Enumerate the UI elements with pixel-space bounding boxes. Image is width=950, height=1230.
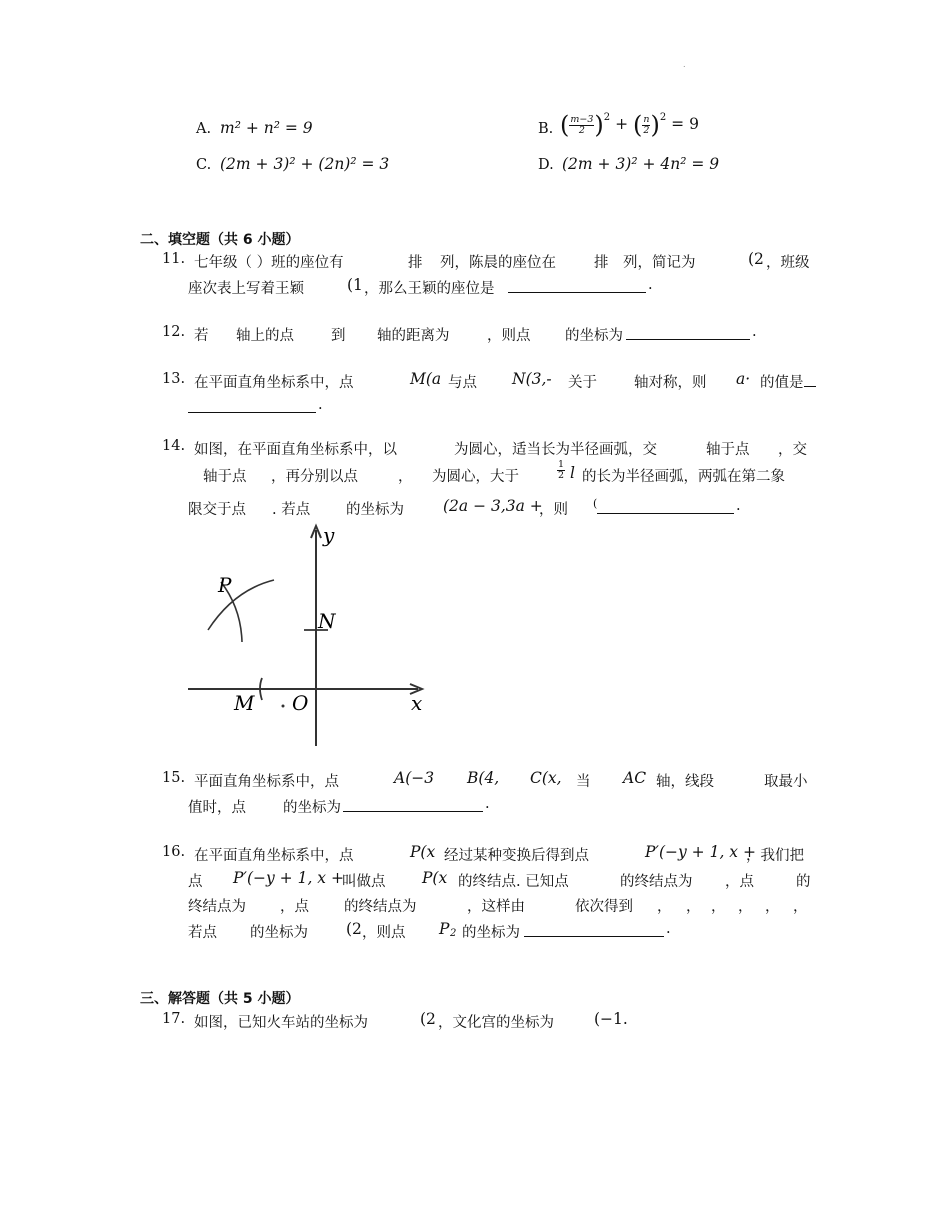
q16-comma: ， — [793, 899, 808, 915]
q11-text: 座次表上写着王颖 — [188, 281, 304, 297]
q15-text: 的坐标为 — [283, 800, 341, 816]
q16-number: 16. — [162, 844, 186, 860]
q11-text: 排 — [594, 255, 609, 271]
q13-text: 关于 — [568, 375, 597, 391]
q13-answer-blank — [804, 372, 816, 387]
q13-math: a· — [736, 370, 751, 388]
q13-text: 的值是 — [760, 375, 804, 391]
q12-end: . — [752, 324, 757, 340]
q16-subscript: 2 — [450, 928, 457, 939]
q16-comma: ， — [657, 899, 672, 915]
q11-text: 排 — [408, 255, 423, 271]
q12-text: 的坐标为 — [565, 328, 623, 344]
q16-text: ，则点 — [362, 925, 406, 941]
origin-label: O — [292, 691, 309, 715]
q12-text: ，则点 — [487, 328, 531, 344]
option-b-tail: = 9 — [671, 115, 699, 133]
q11-math: (1 — [347, 276, 363, 294]
q17-math: (2 — [420, 1010, 436, 1028]
q14-math: (2a − 3,3a + — [443, 497, 543, 515]
q15-number: 15. — [162, 770, 186, 786]
q14-frac-den: 2 — [558, 470, 565, 481]
point-dot — [282, 705, 285, 708]
corner-mark: . — [683, 60, 686, 69]
q16-math: P — [439, 920, 450, 938]
q11-number: 11. — [162, 251, 186, 267]
q15-end: . — [485, 796, 490, 812]
q13-math: N(3,- — [512, 370, 552, 388]
q14-text: ，交 — [778, 442, 807, 458]
q16-text: ，点 — [280, 899, 309, 915]
option-b-num2: n — [643, 113, 650, 125]
q14-text: 的长为半径画弧，两弧在第二象 — [582, 469, 785, 485]
q13-number: 13. — [162, 371, 186, 387]
q14-text: 轴于点 — [706, 442, 750, 458]
q11-text: ，班级 — [766, 255, 810, 271]
q13-text: 轴对称，则 — [634, 375, 707, 391]
q14-text: 为圆心，大于 — [432, 469, 519, 485]
q12-number: 12. — [162, 324, 186, 340]
q13-answer-blank-cont — [188, 398, 316, 413]
q14-text: 轴于点 — [203, 469, 247, 485]
q11-text: 列，简记为 — [623, 255, 696, 271]
q14-text: 为圆心，适当长为半径画弧，交 — [454, 442, 657, 458]
q16-text: 的终结点为 — [344, 899, 417, 915]
q13-text: 在平面直角坐标系中，点 — [194, 375, 354, 391]
q14-half-fraction — [557, 460, 565, 481]
q15-text: 值时，点 — [188, 800, 246, 816]
option-a-label: A. — [196, 121, 212, 137]
q17-text: 如图，已知火车站的坐标为 — [194, 1015, 368, 1031]
q14-coordinate-figure — [186, 520, 431, 750]
q14-text: ，则 — [539, 502, 568, 518]
q11-text: ，那么王颖的座位是 — [364, 281, 495, 297]
option-b-den1: 2 — [578, 124, 585, 136]
q11-text: 列，陈晨的座位在 — [440, 255, 556, 271]
q16-text: 若点 — [188, 925, 217, 941]
q14-math: l — [570, 464, 575, 482]
q13-text: 与点 — [448, 375, 477, 391]
q11-math: (2 — [748, 250, 764, 268]
q16-math: P′(−y + 1, x + — [233, 869, 344, 887]
q14-answer-blank — [597, 499, 734, 514]
q15-text: 平面直角坐标系中，点 — [194, 774, 339, 790]
q16-text: 的 — [796, 874, 811, 890]
q17-text: ，文化宫的坐标为 — [438, 1015, 554, 1031]
y-label: y — [323, 523, 335, 547]
q14-text: 限交于点 — [188, 502, 246, 518]
option-d-label: D. — [538, 157, 554, 173]
q14-text: . 若点 — [272, 502, 311, 518]
q11-text: 七年级（ ）班的座位有 — [194, 255, 344, 271]
option-b-expr: ( $\frac{m-3}{2}$ )$^2$ + ( $\frac{n}{2}$ )$^2$ = 9 — [560, 111, 699, 139]
q16-math: P(x — [422, 869, 448, 887]
option-c-expr: (2m + 3)² + (2n)² = 3 — [220, 155, 390, 173]
q12-text: 轴上的点 — [236, 328, 294, 344]
q16-text: 的终结点为 — [620, 874, 693, 890]
q16-math: (2 — [346, 920, 362, 938]
q15-math: C(x, — [530, 769, 562, 787]
q14-number: 14. — [162, 438, 186, 454]
q14-text: ， — [398, 469, 413, 485]
q12-text: 轴的距离为 — [377, 328, 450, 344]
q17-math: (−1. — [594, 1010, 628, 1028]
q16-text: 的坐标为 — [250, 925, 308, 941]
q16-text: 经过某种变换后得到点 — [444, 848, 589, 864]
option-b-label: B. — [538, 121, 554, 137]
p-label: P — [218, 573, 232, 597]
q11-answer-blank — [508, 278, 646, 293]
section-fill-heading: 二、填空题（共 6 小题） — [140, 232, 300, 248]
q16-text: 的坐标为 — [462, 925, 520, 941]
q15-math: AC — [623, 769, 647, 787]
q14-text: ，再分别以点 — [271, 469, 358, 485]
option-b-den2: 2 — [643, 124, 650, 136]
q17-number: 17. — [162, 1011, 186, 1027]
option-b-num1: m−3 — [570, 113, 594, 125]
q13-math: M(a — [410, 370, 442, 388]
q16-comma: ， — [686, 899, 701, 915]
q16-math: P′(−y + 1, x + — [645, 843, 756, 861]
option-d-expr: (2m + 3)² + 4n² = 9 — [562, 155, 720, 173]
q12-answer-blank — [626, 325, 750, 340]
m-label: M — [234, 691, 255, 715]
q15-answer-blank — [343, 797, 483, 812]
x-label: x — [411, 691, 423, 715]
q16-text: 在平面直角坐标系中，点 — [194, 848, 354, 864]
q14-end: . — [736, 498, 741, 514]
q15-text: 取最小 — [764, 774, 808, 790]
option-c-label: C. — [196, 157, 212, 173]
q15-text: 当 — [576, 774, 591, 790]
q16-text: ，这样由 — [467, 899, 525, 915]
q16-math: P(x — [410, 843, 436, 861]
q16-comma: ， — [711, 899, 726, 915]
q14-text: 的坐标为 — [346, 502, 404, 518]
section-answer-heading: 三、解答题（共 5 小题） — [140, 991, 300, 1007]
q13-end: . — [318, 397, 323, 413]
q16-text: ，我们把 — [746, 848, 804, 864]
q16-text: 终结点为 — [188, 899, 246, 915]
q16-end: . — [666, 921, 671, 937]
option-a-expr: m² + n² = 9 — [220, 119, 313, 137]
q14-text: 如图，在平面直角坐标系中，以 — [194, 442, 397, 458]
q15-math: A(−3 — [394, 769, 435, 787]
q16-text: 点 — [188, 874, 203, 890]
q14-frac-num: 1 — [558, 459, 565, 470]
q16-text: 叫做点 — [342, 874, 386, 890]
q16-comma: ， — [738, 899, 753, 915]
q16-answer-blank — [524, 922, 664, 937]
q14-math: ( — [593, 497, 598, 510]
q16-text: ，点 — [725, 874, 754, 890]
q15-math: B(4, — [467, 769, 500, 787]
q15-text: 轴，线段 — [656, 774, 714, 790]
q16-text: 的终结点. 已知点 — [458, 874, 569, 890]
q12-text: 若 — [194, 328, 209, 344]
q16-comma: ， — [765, 899, 780, 915]
n-label: N — [318, 609, 336, 633]
q11-end: . — [648, 277, 653, 293]
q16-text: 依次得到 — [575, 899, 633, 915]
q12-text: 到 — [331, 328, 346, 344]
